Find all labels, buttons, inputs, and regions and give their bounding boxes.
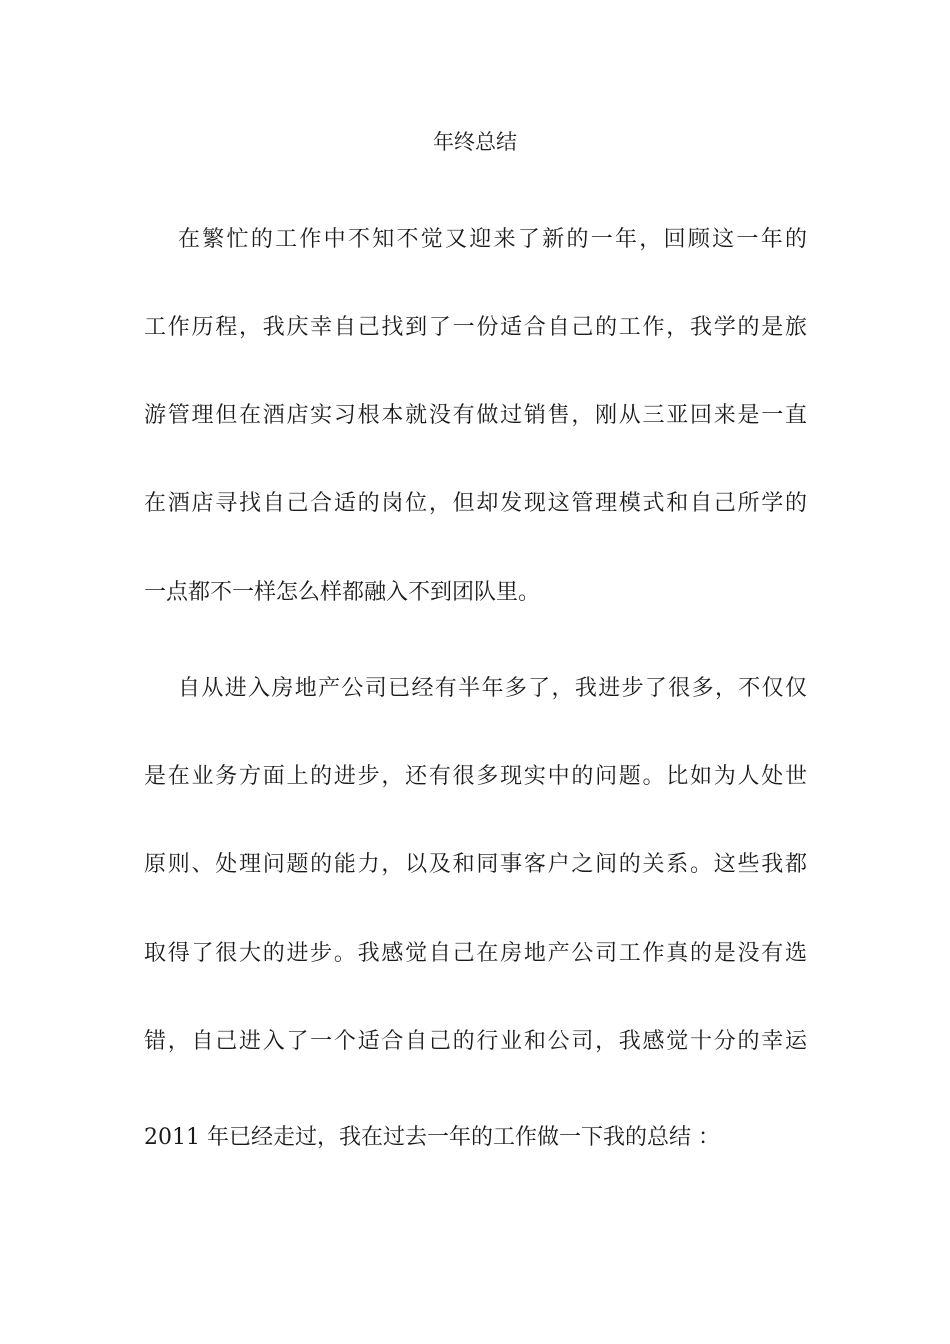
- paragraph-line: 在酒店寻找自己合适的岗位，但却发现这管理模式和自己所学的: [144, 491, 807, 516]
- paragraph-line: 2011 年已经走过，我在过去一年的工作做一下我的总结 ：: [144, 1125, 720, 1150]
- paragraph-line: 取得了很大的进步。我感觉自己在房地产公司工作真的是没有选: [144, 941, 807, 966]
- paragraph-line: 游管理但在酒店实习根本就没有做过销售，刚从三亚回来是一直: [144, 403, 807, 428]
- paragraph-line: 在繁忙的工作中不知不觉又迎来了新的一年，回顾这一年的: [178, 227, 807, 252]
- paragraph-line: 错，自己进入了一个适合自己的行业和公司，我感觉十分的幸运: [144, 1029, 807, 1054]
- paragraph-line: 工作历程，我庆幸自己找到了一份适合自己的工作，我学的是旅: [144, 315, 807, 340]
- paragraph-line: 自从进入房地产公司已经有半年多了，我进步了很多，不仅仅: [178, 676, 807, 701]
- document-title: 年终总结: [433, 130, 517, 154]
- paragraph-line: 是在业务方面上的进步，还有很多现实中的问题。比如为人处世: [144, 764, 807, 789]
- paragraph-line: 原则、处理问题的能力，以及和同事客户之间的关系。这些我都: [144, 852, 807, 877]
- paragraph-line: 一点都不一样怎么样都融入不到团队里。: [144, 580, 541, 605]
